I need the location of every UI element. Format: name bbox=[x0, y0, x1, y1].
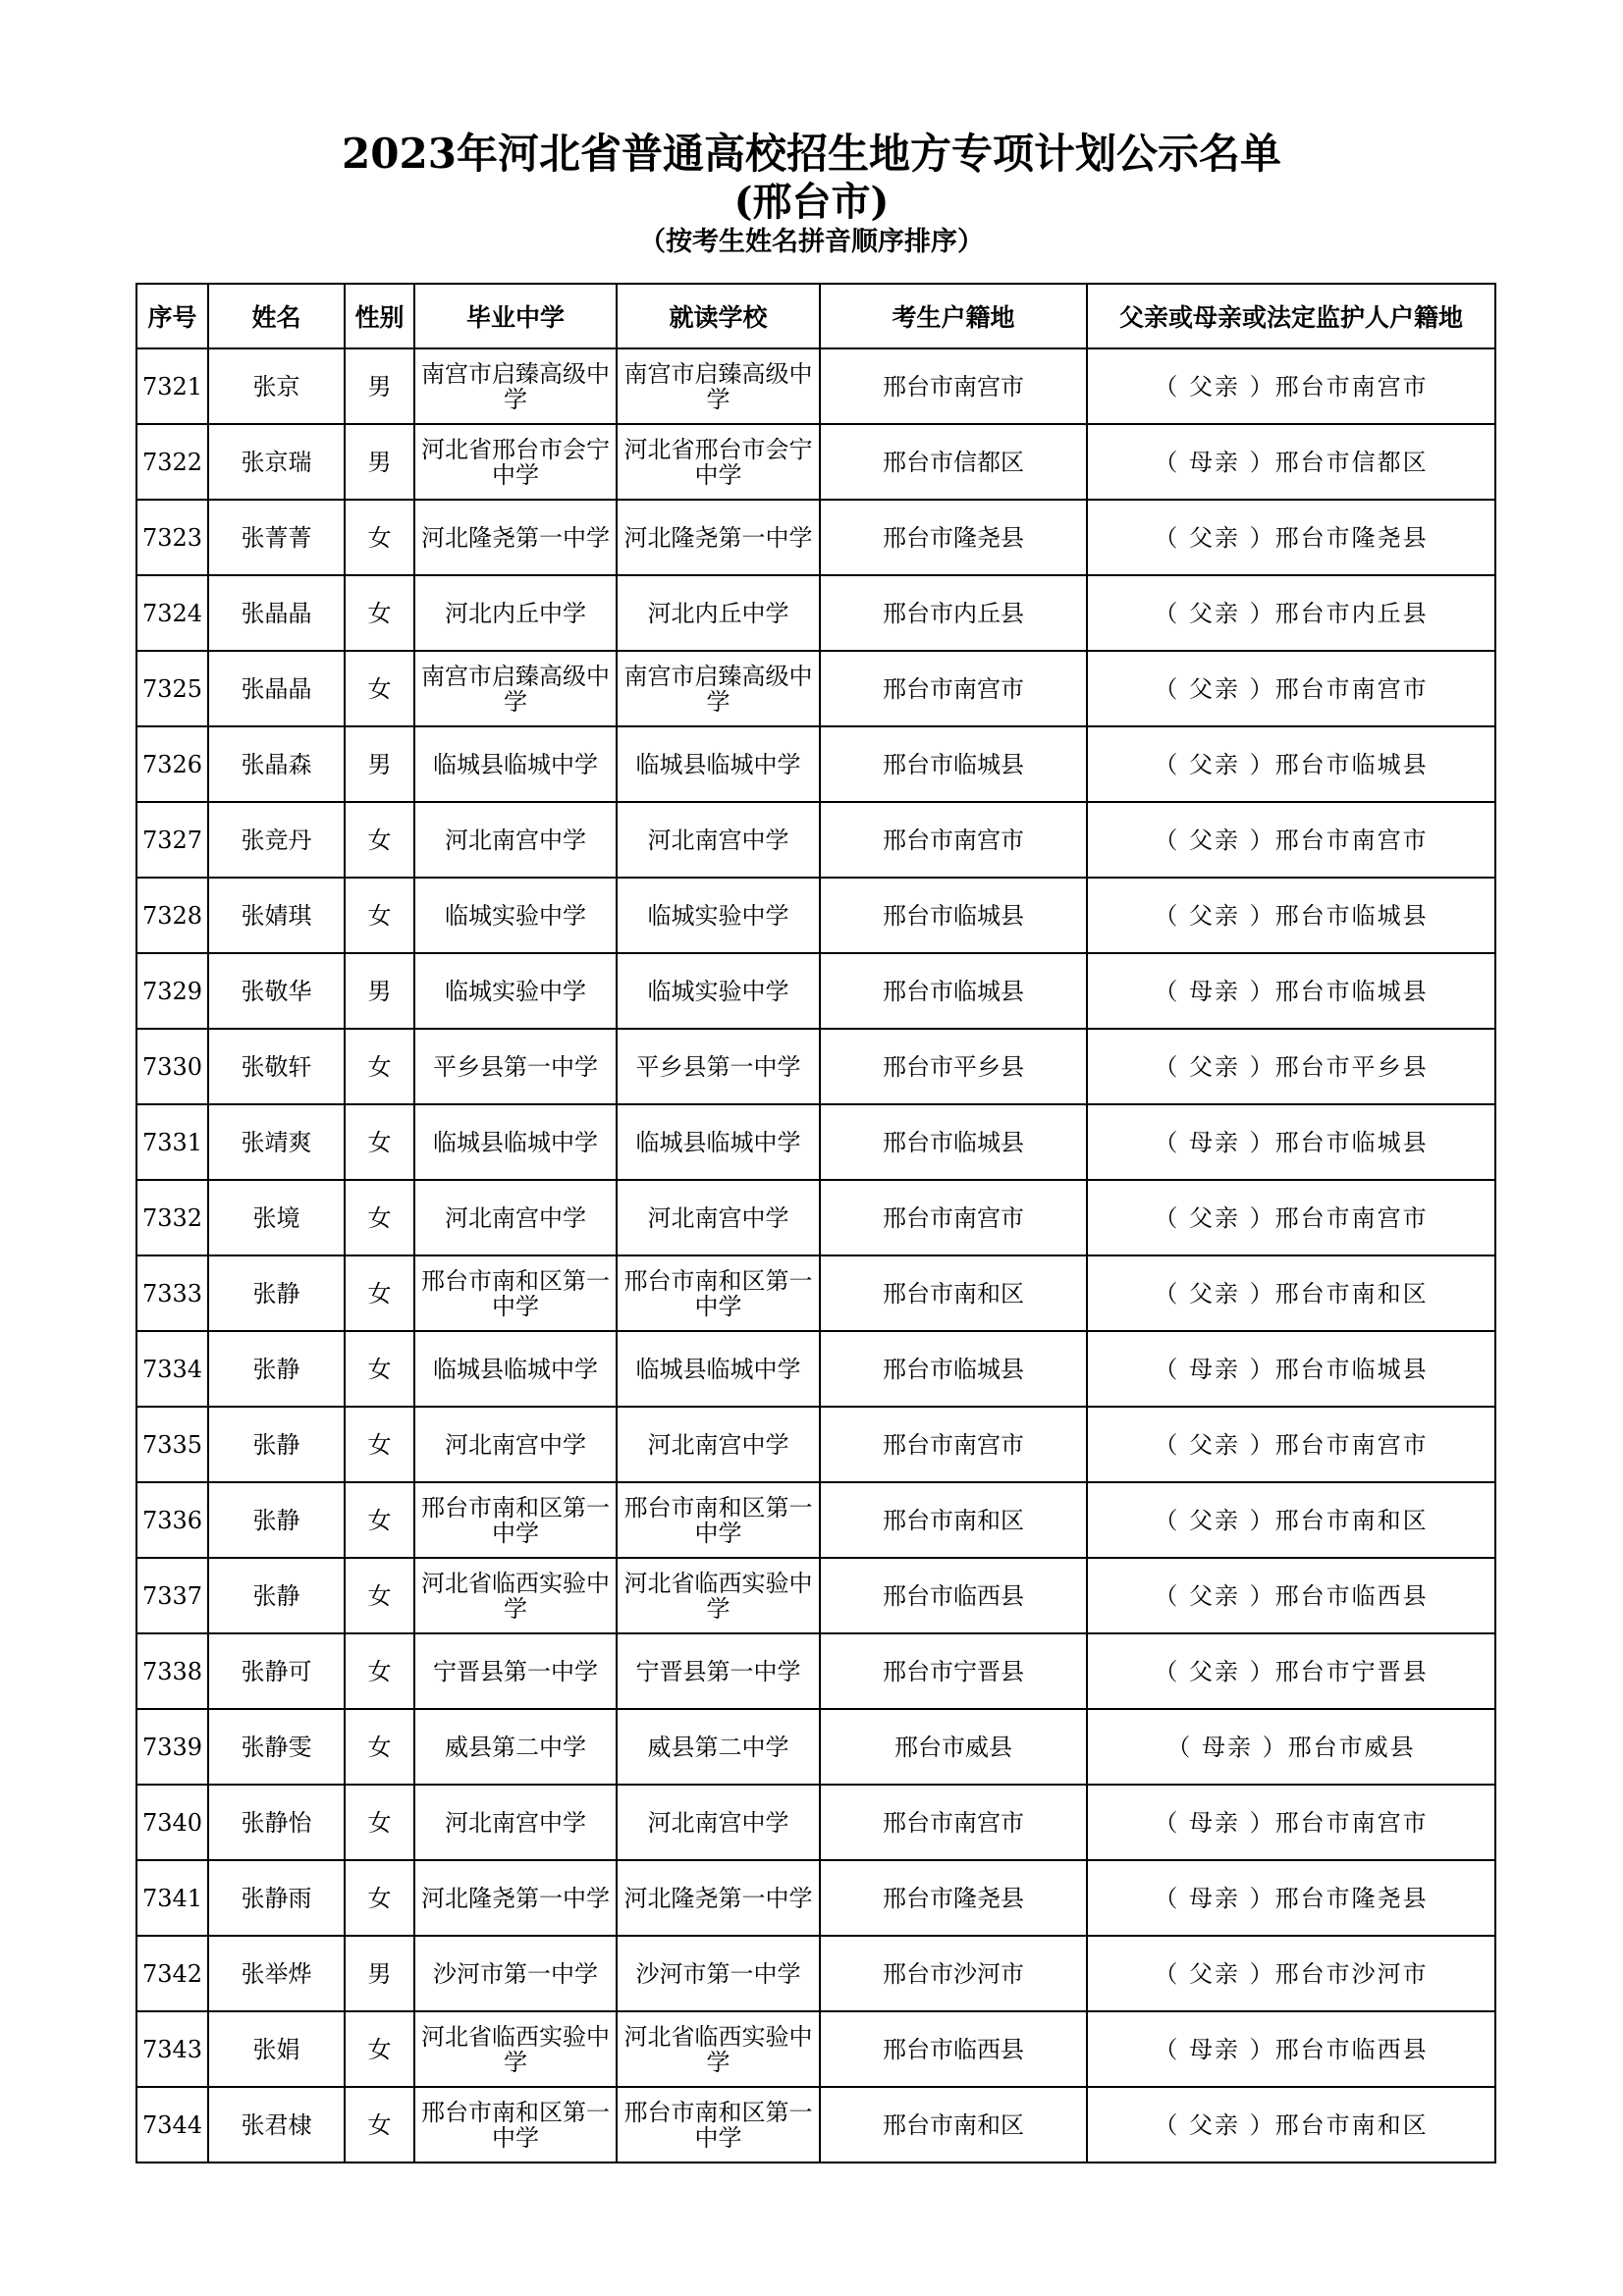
cell-name: 张静雨 bbox=[208, 1860, 345, 1936]
table-row bbox=[136, 2087, 1495, 2163]
cell-grad-school: 河北省临西实验中学 bbox=[414, 2011, 617, 2087]
cell-current-school: 河北南宫中学 bbox=[617, 1407, 820, 1482]
cell-id: 7342 bbox=[136, 1936, 208, 2011]
cell-guardian-residence: （ 父亲 ）邢台市南宫市 bbox=[1087, 1180, 1495, 1255]
cell-guardian-residence: （ 父亲 ）邢台市沙河市 bbox=[1087, 1936, 1495, 2011]
cell-residence: 邢台市南宫市 bbox=[820, 348, 1087, 424]
cell-id: 7324 bbox=[136, 575, 208, 651]
cell-guardian-residence: （ 父亲 ）邢台市临西县 bbox=[1087, 1558, 1495, 1633]
cell-guardian-residence: （ 父亲 ）邢台市隆尧县 bbox=[1087, 500, 1495, 575]
cell-residence: 邢台市南和区 bbox=[820, 1255, 1087, 1331]
cell-id: 7341 bbox=[136, 1860, 208, 1936]
table-row bbox=[136, 1104, 1495, 1180]
table-row bbox=[136, 1331, 1495, 1407]
cell-grad-school: 临城县临城中学 bbox=[414, 726, 617, 802]
cell-gender: 男 bbox=[345, 953, 414, 1029]
roster-table bbox=[135, 283, 1496, 2163]
cell-gender: 男 bbox=[345, 348, 414, 424]
cell-grad-school: 临城县临城中学 bbox=[414, 1104, 617, 1180]
cell-grad-school: 河北隆尧第一中学 bbox=[414, 500, 617, 575]
cell-current-school: 河北内丘中学 bbox=[617, 575, 820, 651]
cell-guardian-residence: （ 母亲 ）邢台市隆尧县 bbox=[1087, 1860, 1495, 1936]
table-row bbox=[136, 1558, 1495, 1633]
cell-name: 张晶晶 bbox=[208, 651, 345, 726]
header-gender: 性别 bbox=[345, 284, 414, 348]
cell-gender: 女 bbox=[345, 1255, 414, 1331]
cell-residence: 邢台市南宫市 bbox=[820, 802, 1087, 878]
cell-name: 张静雯 bbox=[208, 1709, 345, 1785]
cell-current-school: 河北南宫中学 bbox=[617, 1785, 820, 1860]
cell-name: 张静 bbox=[208, 1407, 345, 1482]
cell-id: 7328 bbox=[136, 878, 208, 953]
table-row bbox=[136, 424, 1495, 500]
cell-residence: 邢台市临城县 bbox=[820, 1331, 1087, 1407]
cell-residence: 邢台市内丘县 bbox=[820, 575, 1087, 651]
cell-current-school: 南宫市启臻高级中学 bbox=[617, 348, 820, 424]
table-body bbox=[136, 348, 1495, 2163]
cell-name: 张竞丹 bbox=[208, 802, 345, 878]
cell-id: 7338 bbox=[136, 1633, 208, 1709]
cell-residence: 邢台市信都区 bbox=[820, 424, 1087, 500]
table-header-row bbox=[136, 284, 1495, 348]
cell-current-school: 河北省临西实验中学 bbox=[617, 2011, 820, 2087]
cell-guardian-residence: （ 母亲 ）邢台市临城县 bbox=[1087, 1331, 1495, 1407]
cell-grad-school: 平乡县第一中学 bbox=[414, 1029, 617, 1104]
table-row bbox=[136, 1709, 1495, 1785]
cell-residence: 邢台市临城县 bbox=[820, 1104, 1087, 1180]
cell-gender: 女 bbox=[345, 500, 414, 575]
cell-residence: 邢台市临城县 bbox=[820, 878, 1087, 953]
cell-current-school: 河北省邢台市会宁中学 bbox=[617, 424, 820, 500]
cell-gender: 女 bbox=[345, 1104, 414, 1180]
cell-guardian-residence: （ 父亲 ）邢台市内丘县 bbox=[1087, 575, 1495, 651]
cell-grad-school: 威县第二中学 bbox=[414, 1709, 617, 1785]
cell-guardian-residence: （ 母亲 ）邢台市临西县 bbox=[1087, 2011, 1495, 2087]
page-subtitle-city: (邢台市) bbox=[733, 179, 890, 225]
table-row bbox=[136, 500, 1495, 575]
cell-current-school: 河北隆尧第一中学 bbox=[617, 500, 820, 575]
cell-grad-school: 河北省临西实验中学 bbox=[414, 1558, 617, 1633]
cell-current-school: 河北南宫中学 bbox=[617, 1180, 820, 1255]
cell-name: 张婧琪 bbox=[208, 878, 345, 953]
cell-name: 张京瑞 bbox=[208, 424, 345, 500]
cell-name: 张静 bbox=[208, 1255, 345, 1331]
cell-guardian-residence: （ 母亲 ）邢台市信都区 bbox=[1087, 424, 1495, 500]
cell-gender: 男 bbox=[345, 1936, 414, 2011]
cell-id: 7335 bbox=[136, 1407, 208, 1482]
cell-id: 7344 bbox=[136, 2087, 208, 2163]
cell-current-school: 河北隆尧第一中学 bbox=[617, 1860, 820, 1936]
cell-guardian-residence: （ 父亲 ）邢台市临城县 bbox=[1087, 878, 1495, 953]
cell-name: 张晶晶 bbox=[208, 575, 345, 651]
cell-name: 张敬轩 bbox=[208, 1029, 345, 1104]
cell-current-school: 南宫市启臻高级中学 bbox=[617, 651, 820, 726]
page-title: 2023年河北省普通高校招生地方专项计划公示名单 bbox=[342, 130, 1281, 178]
cell-grad-school: 河北南宫中学 bbox=[414, 1180, 617, 1255]
cell-residence: 邢台市南和区 bbox=[820, 2087, 1087, 2163]
cell-current-school: 临城实验中学 bbox=[617, 953, 820, 1029]
cell-guardian-residence: （ 父亲 ）邢台市南宫市 bbox=[1087, 348, 1495, 424]
cell-name: 张京 bbox=[208, 348, 345, 424]
cell-grad-school: 临城县临城中学 bbox=[414, 1331, 617, 1407]
cell-guardian-residence: （ 父亲 ）邢台市南和区 bbox=[1087, 1255, 1495, 1331]
cell-guardian-residence: （ 父亲 ）邢台市南和区 bbox=[1087, 1482, 1495, 1558]
cell-gender: 女 bbox=[345, 1331, 414, 1407]
cell-grad-school: 宁晋县第一中学 bbox=[414, 1633, 617, 1709]
header-id: 序号 bbox=[136, 284, 208, 348]
cell-current-school: 宁晋县第一中学 bbox=[617, 1633, 820, 1709]
cell-current-school: 沙河市第一中学 bbox=[617, 1936, 820, 2011]
table-row bbox=[136, 575, 1495, 651]
header-current-school: 就读学校 bbox=[617, 284, 820, 348]
cell-grad-school: 邢台市南和区第一中学 bbox=[414, 1255, 617, 1331]
cell-id: 7332 bbox=[136, 1180, 208, 1255]
cell-guardian-residence: （ 父亲 ）邢台市平乡县 bbox=[1087, 1029, 1495, 1104]
table-row bbox=[136, 1633, 1495, 1709]
cell-name: 张静 bbox=[208, 1482, 345, 1558]
cell-grad-school: 临城实验中学 bbox=[414, 878, 617, 953]
cell-grad-school: 邢台市南和区第一中学 bbox=[414, 2087, 617, 2163]
cell-id: 7331 bbox=[136, 1104, 208, 1180]
cell-grad-school: 河北南宫中学 bbox=[414, 1785, 617, 1860]
cell-gender: 女 bbox=[345, 1407, 414, 1482]
cell-residence: 邢台市临西县 bbox=[820, 1558, 1087, 1633]
cell-residence: 邢台市临西县 bbox=[820, 2011, 1087, 2087]
cell-residence: 邢台市宁晋县 bbox=[820, 1633, 1087, 1709]
cell-residence: 邢台市南宫市 bbox=[820, 1407, 1087, 1482]
cell-current-school: 临城县临城中学 bbox=[617, 1331, 820, 1407]
cell-guardian-residence: （ 父亲 ）邢台市南宫市 bbox=[1087, 1407, 1495, 1482]
cell-gender: 女 bbox=[345, 878, 414, 953]
cell-current-school: 平乡县第一中学 bbox=[617, 1029, 820, 1104]
cell-guardian-residence: （ 母亲 ）邢台市临城县 bbox=[1087, 1104, 1495, 1180]
cell-id: 7343 bbox=[136, 2011, 208, 2087]
cell-guardian-residence: （ 父亲 ）邢台市南宫市 bbox=[1087, 802, 1495, 878]
cell-grad-school: 河北省邢台市会宁中学 bbox=[414, 424, 617, 500]
table-row bbox=[136, 651, 1495, 726]
cell-gender: 女 bbox=[345, 1785, 414, 1860]
cell-current-school: 河北省临西实验中学 bbox=[617, 1558, 820, 1633]
cell-grad-school: 邢台市南和区第一中学 bbox=[414, 1482, 617, 1558]
cell-name: 张境 bbox=[208, 1180, 345, 1255]
table-row bbox=[136, 1860, 1495, 1936]
cell-current-school: 威县第二中学 bbox=[617, 1709, 820, 1785]
cell-id: 7321 bbox=[136, 348, 208, 424]
table-row bbox=[136, 2011, 1495, 2087]
cell-gender: 女 bbox=[345, 1180, 414, 1255]
cell-gender: 女 bbox=[345, 1860, 414, 1936]
cell-gender: 女 bbox=[345, 1558, 414, 1633]
cell-gender: 女 bbox=[345, 1633, 414, 1709]
cell-id: 7337 bbox=[136, 1558, 208, 1633]
cell-grad-school: 沙河市第一中学 bbox=[414, 1936, 617, 2011]
cell-name: 张静 bbox=[208, 1558, 345, 1633]
cell-name: 张娟 bbox=[208, 2011, 345, 2087]
header-guardian-residence: 父亲或母亲或法定监护人户籍地 bbox=[1087, 284, 1495, 348]
cell-grad-school: 南宫市启臻高级中学 bbox=[414, 348, 617, 424]
cell-guardian-residence: （ 母亲 ）邢台市威县 bbox=[1087, 1709, 1495, 1785]
cell-name: 张敬华 bbox=[208, 953, 345, 1029]
cell-grad-school: 河北南宫中学 bbox=[414, 1407, 617, 1482]
cell-gender: 女 bbox=[345, 1029, 414, 1104]
cell-current-school: 临城县临城中学 bbox=[617, 726, 820, 802]
cell-residence: 邢台市南宫市 bbox=[820, 1785, 1087, 1860]
table-row bbox=[136, 1255, 1495, 1331]
cell-residence: 邢台市临城县 bbox=[820, 953, 1087, 1029]
cell-grad-school: 临城实验中学 bbox=[414, 953, 617, 1029]
cell-residence: 邢台市威县 bbox=[820, 1709, 1087, 1785]
cell-name: 张举烨 bbox=[208, 1936, 345, 2011]
cell-id: 7327 bbox=[136, 802, 208, 878]
table-row bbox=[136, 802, 1495, 878]
cell-id: 7330 bbox=[136, 1029, 208, 1104]
cell-current-school: 临城县临城中学 bbox=[617, 1104, 820, 1180]
cell-residence: 邢台市南和区 bbox=[820, 1482, 1087, 1558]
cell-gender: 女 bbox=[345, 1482, 414, 1558]
cell-gender: 男 bbox=[345, 424, 414, 500]
cell-grad-school: 河北隆尧第一中学 bbox=[414, 1860, 617, 1936]
cell-gender: 女 bbox=[345, 651, 414, 726]
header-grad-school: 毕业中学 bbox=[414, 284, 617, 348]
cell-current-school: 邢台市南和区第一中学 bbox=[617, 1255, 820, 1331]
table-row bbox=[136, 953, 1495, 1029]
table-row bbox=[136, 726, 1495, 802]
cell-gender: 女 bbox=[345, 802, 414, 878]
cell-gender: 女 bbox=[345, 1709, 414, 1785]
cell-residence: 邢台市南宫市 bbox=[820, 651, 1087, 726]
cell-id: 7336 bbox=[136, 1482, 208, 1558]
cell-guardian-residence: （ 父亲 ）邢台市南和区 bbox=[1087, 2087, 1495, 2163]
cell-residence: 邢台市平乡县 bbox=[820, 1029, 1087, 1104]
table-row bbox=[136, 1029, 1495, 1104]
cell-current-school: 邢台市南和区第一中学 bbox=[617, 2087, 820, 2163]
table-row bbox=[136, 1180, 1495, 1255]
cell-name: 张晶森 bbox=[208, 726, 345, 802]
cell-id: 7326 bbox=[136, 726, 208, 802]
cell-name: 张菁菁 bbox=[208, 500, 345, 575]
cell-gender: 女 bbox=[345, 2011, 414, 2087]
cell-guardian-residence: （ 父亲 ）邢台市临城县 bbox=[1087, 726, 1495, 802]
cell-name: 张靖爽 bbox=[208, 1104, 345, 1180]
cell-gender: 男 bbox=[345, 726, 414, 802]
cell-id: 7334 bbox=[136, 1331, 208, 1407]
table-row bbox=[136, 878, 1495, 953]
cell-gender: 女 bbox=[345, 575, 414, 651]
cell-guardian-residence: （ 母亲 ）邢台市南宫市 bbox=[1087, 1785, 1495, 1860]
table-row bbox=[136, 1785, 1495, 1860]
cell-grad-school: 河北南宫中学 bbox=[414, 802, 617, 878]
table-row bbox=[136, 1482, 1495, 1558]
cell-guardian-residence: （ 父亲 ）邢台市宁晋县 bbox=[1087, 1633, 1495, 1709]
cell-id: 7333 bbox=[136, 1255, 208, 1331]
cell-residence: 邢台市隆尧县 bbox=[820, 500, 1087, 575]
cell-residence: 邢台市南宫市 bbox=[820, 1180, 1087, 1255]
cell-residence: 邢台市隆尧县 bbox=[820, 1860, 1087, 1936]
header-residence: 考生户籍地 bbox=[820, 284, 1087, 348]
cell-current-school: 临城实验中学 bbox=[617, 878, 820, 953]
cell-id: 7340 bbox=[136, 1785, 208, 1860]
cell-id: 7322 bbox=[136, 424, 208, 500]
cell-id: 7325 bbox=[136, 651, 208, 726]
table-row bbox=[136, 348, 1495, 424]
cell-current-school: 邢台市南和区第一中学 bbox=[617, 1482, 820, 1558]
sort-note: （按考生姓名拼音顺序排序） bbox=[639, 227, 984, 257]
cell-grad-school: 南宫市启臻高级中学 bbox=[414, 651, 617, 726]
table-row bbox=[136, 1936, 1495, 2011]
cell-name: 张静 bbox=[208, 1331, 345, 1407]
cell-grad-school: 河北内丘中学 bbox=[414, 575, 617, 651]
table-row bbox=[136, 1407, 1495, 1482]
cell-guardian-residence: （ 母亲 ）邢台市临城县 bbox=[1087, 953, 1495, 1029]
cell-id: 7339 bbox=[136, 1709, 208, 1785]
cell-residence: 邢台市临城县 bbox=[820, 726, 1087, 802]
cell-name: 张君棣 bbox=[208, 2087, 345, 2163]
header-name: 姓名 bbox=[208, 284, 345, 348]
cell-gender: 女 bbox=[345, 2087, 414, 2163]
cell-residence: 邢台市沙河市 bbox=[820, 1936, 1087, 2011]
cell-id: 7329 bbox=[136, 953, 208, 1029]
cell-name: 张静怡 bbox=[208, 1785, 345, 1860]
cell-current-school: 河北南宫中学 bbox=[617, 802, 820, 878]
cell-id: 7323 bbox=[136, 500, 208, 575]
cell-name: 张静可 bbox=[208, 1633, 345, 1709]
cell-guardian-residence: （ 父亲 ）邢台市南宫市 bbox=[1087, 651, 1495, 726]
